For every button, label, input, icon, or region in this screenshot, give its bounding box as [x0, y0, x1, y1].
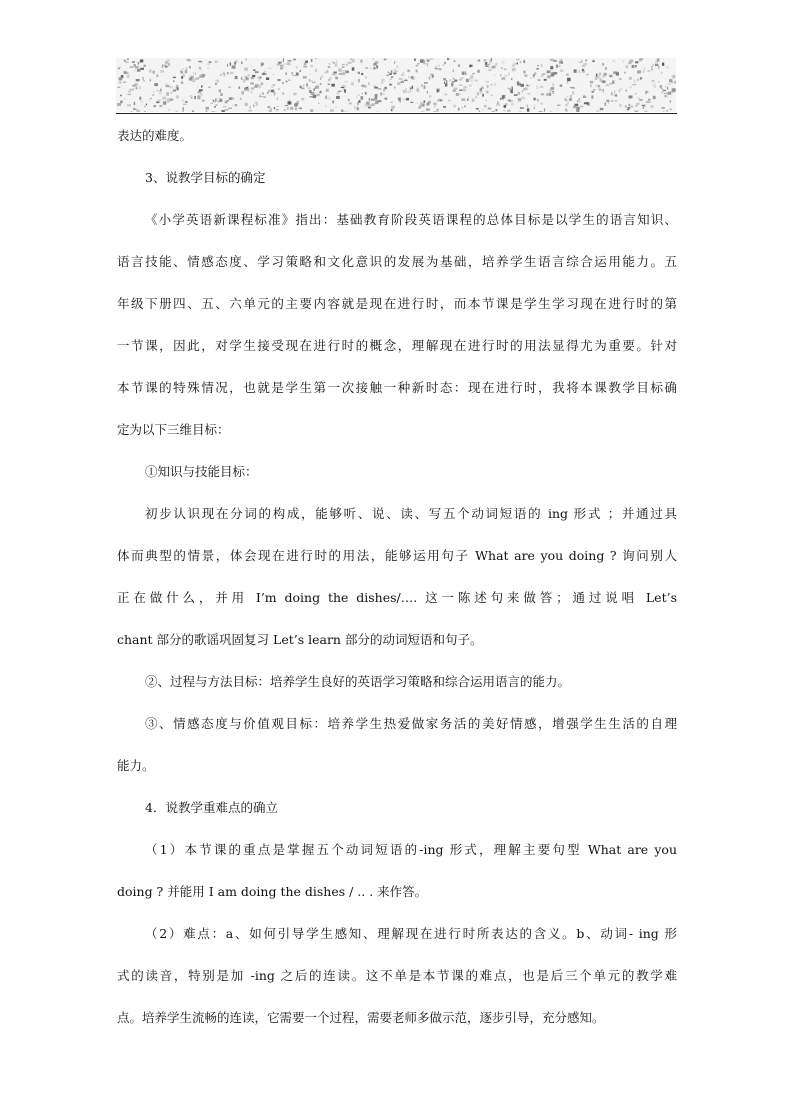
text-line-18: （1）本节课的重点是掌握五个动词短语的-ing 形式，理解主要句型 What are you — [145, 842, 677, 857]
subheading-knowledge-skills: ①知识与技能目标： — [145, 464, 258, 479]
text-line-22: 点。培养学生流畅的连读，它需要一个过程，需要老师多做示范，逐步引导，充分感知。 — [117, 1010, 605, 1025]
header-decorative-band — [116, 58, 676, 112]
text-line-10: 初步认识现在分词的构成，能够听、说、读、写五个动词短语的 ing 形式 ；并通过具 — [145, 506, 677, 521]
header-pattern — [116, 58, 676, 112]
text-line-5: 年级下册四、五、六单元的主要内容就是现在进行时，而本节课是学生学习现在进行时的第 — [117, 296, 677, 311]
subheading-process-methods: ②、过程与方法目标：培养学生良好的英语学习策略和综合运用语言的能力。 — [145, 674, 571, 689]
text-line-12: 正在做什么，并用 I’m doing the dishes/…. 这一陈述句来做答；通过说唱 Let’s — [117, 590, 677, 605]
text-line-19: doing ? 并能用 I am doing the dishes / .. . 来作答。 — [117, 884, 428, 899]
section-heading-key-points: 4．说教学重难点的确立 — [145, 800, 278, 815]
text-line-16: 能力。 — [117, 758, 155, 773]
section-heading-objectives: 3、说教学目标的确定 — [145, 170, 266, 185]
header-rule — [116, 113, 677, 114]
text-line-21: 式的读音，特别是加 -ing 之后的连读。这不单是本节课的难点，也是后三个单元的教学难 — [117, 968, 677, 983]
subheading-emotion-values: ③、情感态度与价值观目标：培养学生热爱做家务活的美好情感，增强学生生活的自理 — [145, 716, 677, 731]
text-line-6: 一节课，因此，对学生接受现在进行时的概念，理解现在进行时的用法显得尤为重要。针对 — [117, 338, 677, 353]
text-line-7: 本节课的特殊情况，也就是学生第一次接触一种新时态：现在进行时，我将本课教学目标确 — [117, 380, 677, 395]
text-line-11: 体而典型的情景，体会现在进行时的用法，能够运用句子 What are you doing ? 询问别人 — [117, 548, 677, 563]
text-line-3: 《小学英语新课程标准》指出：基础教育阶段英语课程的总体目标是以学生的语言知识、 — [145, 212, 677, 227]
text-line-20: （2）难点：a、如何引导学生感知、理解现在进行时所表达的含义。b、动词- ing 形 — [145, 926, 677, 941]
text-line-13: chant 部分的歌谣巩固复习 Let’s learn 部分的动词短语和句子。 — [117, 632, 483, 647]
text-line-4: 语言技能、情感态度、学习策略和文化意识的发展为基础，培养学生语言综合运用能力。五 — [117, 254, 677, 269]
text-line-1: 表达的难度。 — [117, 128, 193, 143]
text-line-8: 定为以下三维目标： — [117, 422, 230, 437]
